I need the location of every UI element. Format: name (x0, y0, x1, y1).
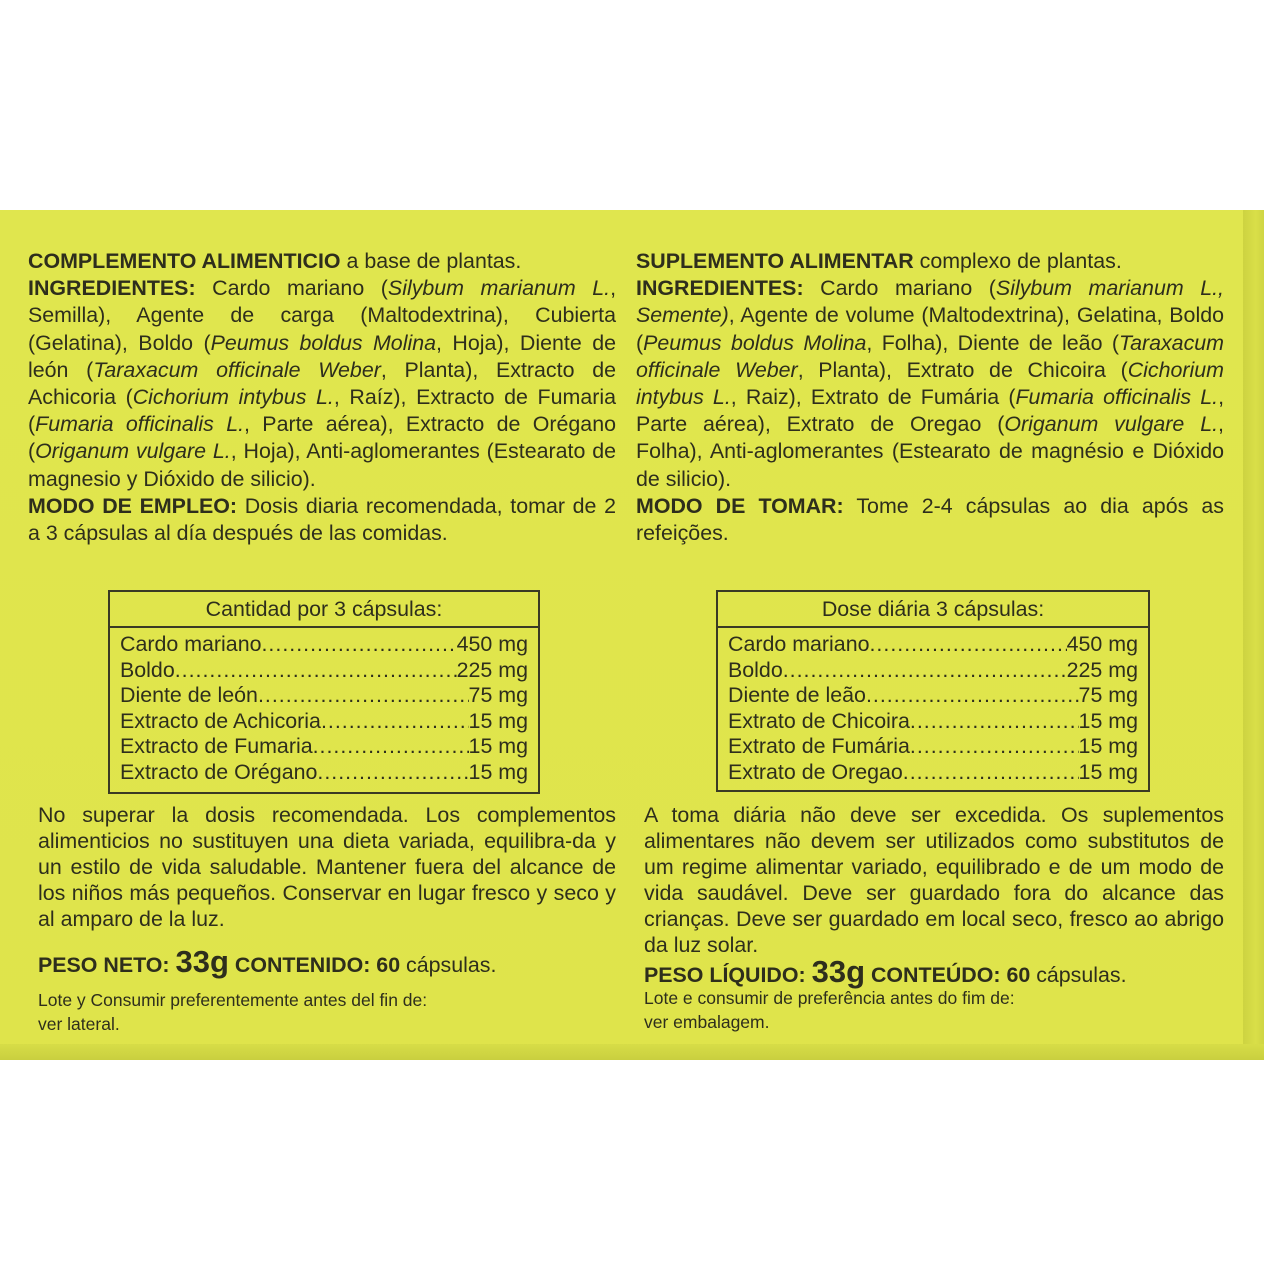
spanish-table-rows (110, 628, 538, 786)
ingredient-amount: 15 mg (1078, 708, 1138, 733)
spanish-title-rest: a base de plantas. (340, 249, 522, 273)
ingredient-name: Extracto de Achicoria (120, 708, 321, 733)
dot-leader (910, 734, 1079, 760)
dot-leader (258, 683, 469, 709)
spanish-table-header: Cantidad por 3 cápsulas: (110, 592, 538, 628)
portuguese-usage-label: MODO DE TOMAR: (636, 493, 844, 518)
ingredient-name: Cardo mariano (728, 632, 870, 656)
table-row (728, 709, 1138, 735)
portuguese-usage-text: Tome 2-4 cápsulas ao dia após as refeições. (636, 493, 1224, 546)
spanish-ingredients-label: INGREDIENTES: (28, 276, 196, 301)
table-row (728, 632, 1138, 658)
pt-ingredient-segment: , Agente de volume (Maltodextrina), Gelatina, Boldo ( (636, 303, 1224, 355)
table-row (120, 760, 528, 786)
portuguese-ingredients-text (636, 276, 1224, 490)
portuguese-weight-value: 33g (811, 954, 866, 989)
dot-leader (261, 632, 456, 658)
es-ingredient-segment: Taraxacum officinale Weber (93, 357, 381, 382)
spanish-weight-label: PESO NETO: (38, 953, 170, 977)
es-ingredient-segment: Cichorium intybus L. (132, 385, 334, 410)
portuguese-weight-label: PESO LÍQUIDO: (644, 963, 806, 987)
table-row (120, 658, 528, 684)
pt-ingredient-segment: , Folha), Diente de leão ( (866, 330, 1119, 355)
dot-leader (175, 658, 457, 684)
pt-ingredient-segment: , Raiz), Extrato de Fumária ( (730, 385, 1016, 410)
dot-leader (321, 709, 469, 735)
ingredient-amount: 15 mg (468, 734, 528, 759)
portuguese-content-value: 60 (1006, 963, 1031, 987)
portuguese-ingredients-label: INGREDIENTES: (636, 276, 804, 301)
spanish-lot-line2: ver lateral. (38, 1014, 120, 1034)
ingredient-name: Extracto de Orégano (120, 759, 318, 784)
portuguese-content-unit: cápsulas. (1030, 963, 1127, 987)
ingredient-name: Diente de león (120, 683, 258, 708)
pt-ingredient-segment: Silybum marianum L., Semente) (636, 276, 1224, 328)
es-ingredient-segment: Cardo mariano ( (195, 276, 388, 301)
dot-leader (317, 760, 468, 786)
table-row (120, 734, 528, 760)
pt-ingredient-segment: Taraxacum officinale Weber (636, 330, 1224, 382)
ingredient-amount: 15 mg (1078, 734, 1138, 759)
ingredient-amount: 225 mg (1066, 657, 1138, 682)
spanish-ingredients-text (28, 276, 616, 490)
package-side-edge (1243, 210, 1264, 1060)
dot-leader (903, 760, 1079, 786)
dot-leader (869, 632, 1066, 658)
ingredient-name: Extracto de Fumaria (120, 734, 313, 759)
pt-ingredient-segment: , Folha), Anti-aglomerantes (Estearato de magnésio e Dióxido de silicio). (636, 412, 1224, 491)
dot-leader (866, 683, 1079, 709)
pt-ingredient-segment: , Parte aérea), Extrato de Oregao ( (636, 385, 1225, 437)
ingredient-name: Cardo mariano (120, 632, 262, 656)
portuguese-heading (636, 248, 1224, 493)
ingredient-name: Extrato de Oregao (728, 759, 903, 784)
spanish-usage (28, 493, 616, 547)
pt-ingredient-segment: Cardo mariano ( (803, 276, 996, 301)
es-ingredient-segment: , Raíz), Extracto de Fumaria ( (28, 385, 616, 437)
spanish-net-weight (38, 944, 496, 980)
table-row (120, 683, 528, 709)
es-ingredient-segment: , Parte aérea), Extracto de Orégano ( (28, 412, 617, 464)
ingredient-name: Boldo (120, 657, 175, 682)
portuguese-content-label: CONTEÚDO: (870, 963, 1001, 987)
portuguese-warnings: A toma diária não deve ser excedida. Os suplementos alimentares não devem ser utilizados como substitutos de um regime alimentar variado, equilibrado e de um modo de vida saudável. Deve ser guardado fora do alcance das crianças. Deve ser guardado em local seco, fresco ao abrigo da luz solar. (644, 803, 1224, 957)
ingredient-name: Extrato de Chicoira (728, 708, 910, 733)
pt-ingredient-segment: , Planta), Extrato de Chicoira ( (797, 357, 1128, 382)
spanish-content-value: 60 (376, 953, 401, 977)
dot-leader (313, 734, 469, 760)
es-ingredient-segment: , Hoja), Anti-aglomerantes (Estearato de magnesio y Dióxido de silicio). (28, 439, 616, 491)
table-row (728, 734, 1138, 760)
ingredient-name: Boldo (728, 657, 783, 682)
pt-ingredient-segment: Peumus boldus Molina (643, 330, 867, 355)
spanish-content-unit: cápsulas. (400, 953, 497, 977)
es-ingredient-segment: Origanum vulgare L. (35, 439, 231, 464)
portuguese-title-bold: SUPLEMENTO ALIMENTAR (636, 249, 914, 273)
table-row (728, 683, 1138, 709)
portuguese-title-rest: complexo de plantas. (913, 249, 1122, 273)
es-ingredient-segment: Silybum marianum L. (387, 276, 611, 301)
ingredient-amount: 450 mg (1066, 632, 1138, 656)
portuguese-lot-info (644, 986, 1015, 1034)
pt-ingredient-segment: Cichorium intybus L. (636, 357, 1224, 410)
es-ingredient-segment: Peumus boldus Molina (210, 330, 437, 355)
es-ingredient-segment: , Hoja), Diente de león ( (28, 330, 616, 382)
portuguese-column (636, 248, 1224, 547)
spanish-usage-label: MODO DE EMPLEO: (28, 493, 238, 518)
table-row (728, 760, 1138, 786)
dot-leader (783, 658, 1067, 684)
ingredient-amount: 450 mg (456, 632, 528, 656)
es-ingredient-segment: , Planta), Extracto de Achicoria ( (28, 357, 616, 410)
ingredient-amount: 75 mg (1078, 683, 1138, 708)
portuguese-dosage-table (716, 590, 1150, 792)
portuguese-lot-line1: Lote e consumir de preferência antes do fim de: (644, 988, 1015, 1008)
es-ingredient-segment: Fumaria officinalis L. (35, 412, 245, 437)
portuguese-net-weight (644, 954, 1127, 990)
portuguese-table-rows (718, 628, 1148, 786)
ingredient-amount: 225 mg (456, 657, 528, 682)
spanish-warnings: No superar la dosis recomendada. Los complementos alimenticios no sustituyen una dieta variada, equilibra-da y un estilo de vida saludable. Mantener fuera del alcance de los niños más pequeños. Conservar en lugar fresco y seco y al amparo de la luz. (38, 803, 616, 931)
spanish-column (28, 248, 616, 547)
spanish-lot-info (38, 988, 427, 1036)
portuguese-usage (636, 493, 1224, 547)
spanish-heading (28, 248, 616, 493)
package-bottom-edge (0, 1044, 1264, 1060)
dot-leader (910, 709, 1079, 735)
spanish-lot-line1: Lote y Consumir preferentemente antes del fin de: (38, 990, 428, 1010)
table-row (120, 709, 528, 735)
portuguese-table-header: Dose diária 3 cápsulas: (718, 592, 1148, 628)
spanish-content-label: CONTENIDO: (234, 953, 371, 977)
ingredient-name: Diente de leão (728, 683, 866, 708)
spanish-title-bold: COMPLEMENTO ALIMENTICIO (28, 249, 341, 273)
table-row (120, 632, 528, 658)
es-ingredient-segment: , Semilla), Agente de carga (Maltodextrina), Cubierta (Gelatina), Boldo ( (28, 276, 617, 355)
pt-ingredient-segment: Fumaria officinalis L. (1015, 385, 1219, 410)
spanish-dosage-table (108, 590, 540, 794)
ingredient-amount: 15 mg (1078, 759, 1138, 784)
spanish-usage-text: Dosis diaria recomendada, tomar de 2 a 3 cápsulas al día después de las comidas. (28, 493, 616, 546)
ingredient-amount: 15 mg (468, 708, 528, 733)
portuguese-lot-line2: ver embalagem. (644, 1012, 770, 1032)
pt-ingredient-segment: Origanum vulgare L. (1004, 412, 1219, 437)
spanish-weight-value: 33g (175, 944, 229, 979)
ingredient-name: Extrato de Fumária (728, 734, 910, 759)
ingredient-amount: 75 mg (468, 683, 528, 708)
ingredient-amount: 15 mg (468, 759, 528, 784)
table-row (728, 658, 1138, 684)
